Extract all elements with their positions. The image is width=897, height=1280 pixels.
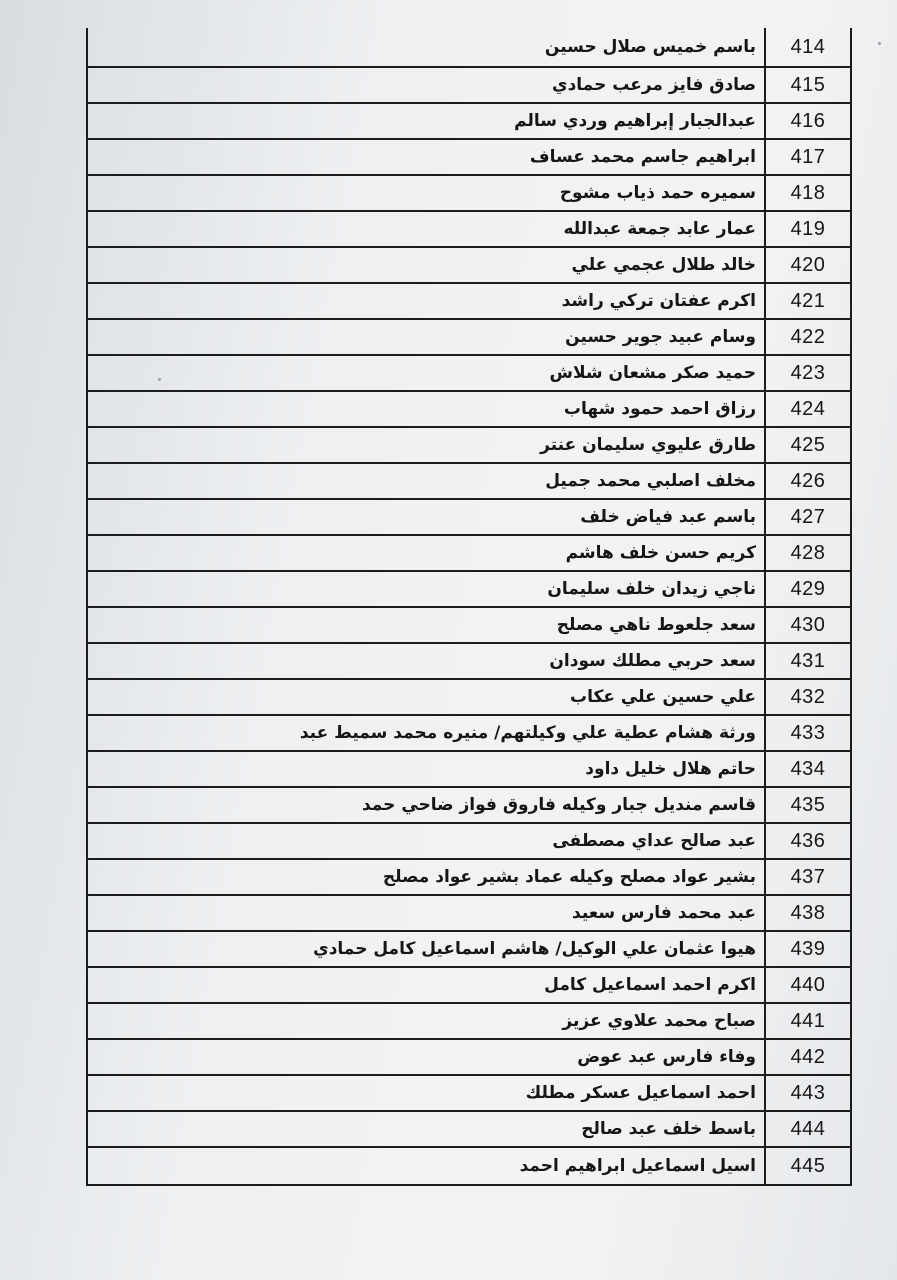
person-name: عمار عابد جمعة عبدالله: [87, 211, 765, 247]
row-number: 424: [765, 391, 851, 427]
table-row: [87, 643, 851, 679]
table-row: [87, 175, 851, 211]
person-name: رزاق احمد حمود شهاب: [87, 391, 765, 427]
row-number: 433: [765, 715, 851, 751]
row-number: 429: [765, 571, 851, 607]
table-row: [87, 787, 851, 823]
person-name: احمد اسماعيل عسكر مطلك: [87, 1075, 765, 1111]
row-number: 417: [765, 139, 851, 175]
table-row: [87, 1075, 851, 1111]
person-name: باسط خلف عبد صالح: [87, 1111, 765, 1147]
row-number: 428: [765, 535, 851, 571]
row-number: 430: [765, 607, 851, 643]
table-row: [87, 355, 851, 391]
person-name: اسيل اسماعيل ابراهيم احمد: [87, 1147, 765, 1185]
table-row: [87, 1147, 851, 1185]
table-row: [87, 211, 851, 247]
row-number: 443: [765, 1075, 851, 1111]
row-number: 434: [765, 751, 851, 787]
person-name: كريم حسن خلف هاشم: [87, 535, 765, 571]
person-name: ناجي زيدان خلف سليمان: [87, 571, 765, 607]
table-row: [87, 715, 851, 751]
table-row: [87, 319, 851, 355]
table-row: [87, 391, 851, 427]
table-row: [87, 283, 851, 319]
table-row: [87, 679, 851, 715]
row-number: 416: [765, 103, 851, 139]
person-name: مخلف اصلبي محمد جميل: [87, 463, 765, 499]
table-row: [87, 607, 851, 643]
row-number: 440: [765, 967, 851, 1003]
table-row: [87, 1111, 851, 1147]
table-row: [87, 535, 851, 571]
table-row: [87, 67, 851, 103]
person-name: باسم خميس صلال حسين: [87, 28, 765, 67]
person-name: قاسم منديل جبار وكيله فاروق فواز ضاحي حمد: [87, 787, 765, 823]
person-name: اكرم احمد اسماعيل كامل: [87, 967, 765, 1003]
person-name: ورثة هشام عطية علي وكيلتهم/ منيره محمد سميط عبد: [87, 715, 765, 751]
person-name: صادق فايز مرعب حمادي: [87, 67, 765, 103]
person-name: صباح محمد علاوي عزيز: [87, 1003, 765, 1039]
row-number: 442: [765, 1039, 851, 1075]
table-row: [87, 1003, 851, 1039]
row-number: 436: [765, 823, 851, 859]
row-number: 422: [765, 319, 851, 355]
table-row: [87, 463, 851, 499]
person-name: اكرم عفتان تركي راشد: [87, 283, 765, 319]
person-name: علي حسين علي عكاب: [87, 679, 765, 715]
person-name: بشير عواد مصلح وكيله عماد بشير عواد مصلح: [87, 859, 765, 895]
table-row: [87, 427, 851, 463]
person-name: عبد محمد فارس سعيد: [87, 895, 765, 931]
row-number: 445: [765, 1147, 851, 1185]
row-number: 420: [765, 247, 851, 283]
row-number: 426: [765, 463, 851, 499]
table-row: [87, 499, 851, 535]
names-list-sheet: [86, 28, 852, 1258]
row-number: 435: [765, 787, 851, 823]
person-name: عبد صالح عداي مصطفى: [87, 823, 765, 859]
person-name: خالد طلال عجمي علي: [87, 247, 765, 283]
person-name: سعد جلعوط ناهي مصلح: [87, 607, 765, 643]
row-number: 419: [765, 211, 851, 247]
row-number: 437: [765, 859, 851, 895]
row-number: 421: [765, 283, 851, 319]
person-name: وفاء فارس عبد عوض: [87, 1039, 765, 1075]
row-number: 432: [765, 679, 851, 715]
table-row: [87, 247, 851, 283]
row-number: 423: [765, 355, 851, 391]
table-row: [87, 859, 851, 895]
person-name: حاتم هلال خليل داود: [87, 751, 765, 787]
table-row: [87, 139, 851, 175]
row-number: 444: [765, 1111, 851, 1147]
person-name: سعد حربي مطلك سودان: [87, 643, 765, 679]
table-row: [87, 751, 851, 787]
table-row: [87, 895, 851, 931]
person-name: عبدالجبار إبراهيم وردي سالم: [87, 103, 765, 139]
table-row: [87, 571, 851, 607]
person-name: باسم عبد فياض خلف: [87, 499, 765, 535]
person-name: حميد صكر مشعان شلاش: [87, 355, 765, 391]
row-number: 431: [765, 643, 851, 679]
row-number: 415: [765, 67, 851, 103]
paper-speck: [878, 42, 881, 45]
table-row: [87, 28, 851, 67]
table-row: [87, 823, 851, 859]
table-row: [87, 967, 851, 1003]
names-table: [86, 28, 852, 1186]
person-name: هيوا عثمان علي الوكيل/ هاشم اسماعيل كامل حمادي: [87, 931, 765, 967]
row-number: 418: [765, 175, 851, 211]
person-name: طارق عليوي سليمان عنتر: [87, 427, 765, 463]
row-number: 439: [765, 931, 851, 967]
person-name: ابراهيم جاسم محمد عساف: [87, 139, 765, 175]
table-row: [87, 931, 851, 967]
table-row: [87, 1039, 851, 1075]
row-number: 438: [765, 895, 851, 931]
row-number: 427: [765, 499, 851, 535]
person-name: سميره حمد ذياب مشوح: [87, 175, 765, 211]
row-number: 414: [765, 28, 851, 67]
row-number: 425: [765, 427, 851, 463]
person-name: وسام عبيد جوير حسين: [87, 319, 765, 355]
row-number: 441: [765, 1003, 851, 1039]
table-row: [87, 103, 851, 139]
